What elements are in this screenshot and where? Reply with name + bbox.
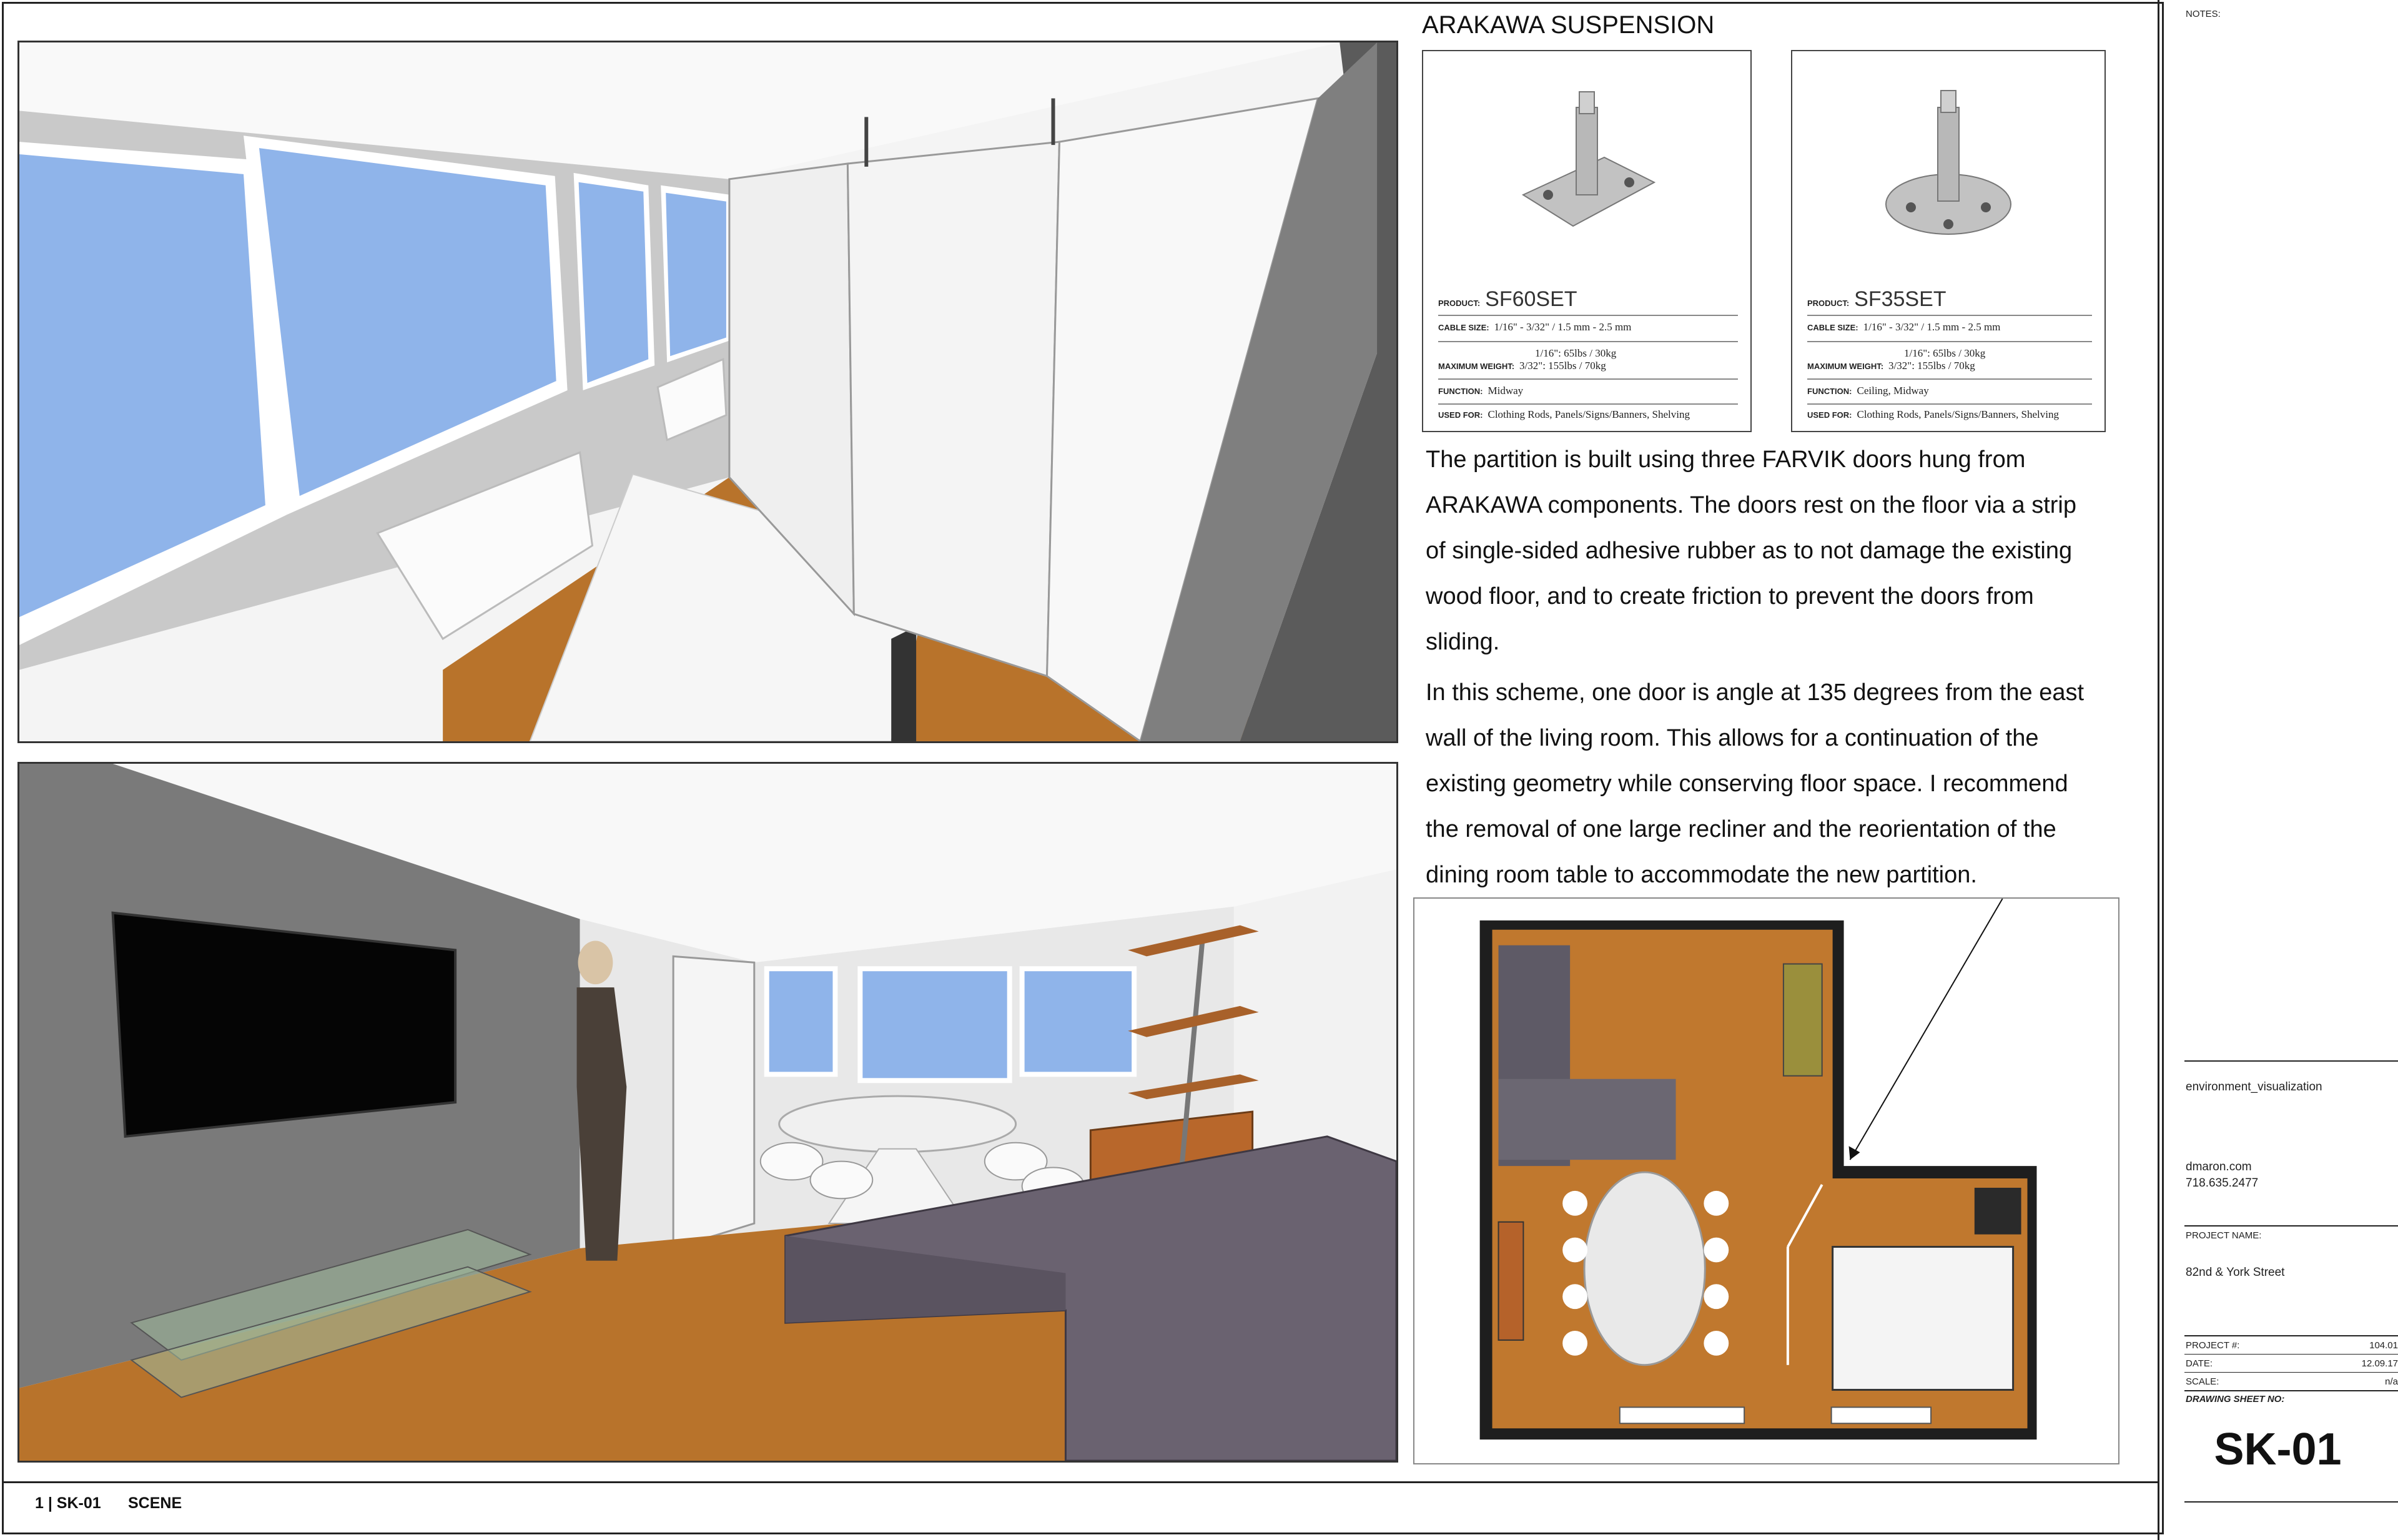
text-line: wood floor, and to create friction to prevent the doors from (1426, 583, 2034, 610)
product-card-sf60set (1422, 50, 1752, 432)
product-section-title: ARAKAWA SUSPENSION (1422, 11, 1715, 39)
footer-drawing-ref: 1 | SK-01 (35, 1494, 101, 1512)
function-value: Ceiling, Midway (1857, 385, 1929, 397)
render-partition-view (17, 41, 1398, 743)
title-block (2158, 0, 2398, 1540)
weight-value-1: 1/16": 65lbs / 30kg (1904, 347, 1986, 359)
firm-phone: 718.635.2477 (2186, 1177, 2259, 1190)
firm-name: environment_visualization (2186, 1080, 2322, 1093)
weight-value-1: 1/16": 65lbs / 30kg (1535, 347, 1617, 359)
cable-size-row (1438, 321, 1738, 342)
cable-size-value: 1/16" - 3/32" / 1.5 mm - 2.5 mm (1863, 321, 2001, 333)
product-card-sf35set (1791, 50, 2106, 432)
sf60set-fitting-image (1511, 82, 1660, 245)
max-weight-label: MAXIMUM WEIGHT: (1807, 362, 1884, 371)
scale-label: SCALE: (2186, 1376, 2219, 1387)
function-row (1807, 385, 2092, 405)
footer-bar (2, 1481, 2159, 1538)
text-line: In this scheme, one door is angle at 135 degrees from the east (1426, 679, 2085, 706)
max-weight-label: MAXIMUM WEIGHT: (1438, 362, 1515, 371)
project-no-label: PROJECT #: (2186, 1340, 2240, 1351)
used-for-row (1807, 408, 2092, 427)
product-name: SF35SET (1854, 287, 1947, 311)
product-label: PRODUCT: (1438, 299, 1481, 308)
text-line: wall of the living room. This allows for a continuation of the (1426, 725, 2039, 751)
firm-website: dmaron.com (2186, 1160, 2252, 1173)
used-for-label: USED FOR: (1807, 410, 1852, 420)
tb-divider (2184, 1060, 2398, 1062)
partition-description-paragraph-1 (1426, 437, 2144, 665)
tb-divider (2184, 1354, 2398, 1355)
cable-size-row (1807, 321, 2092, 342)
project-name: 82nd & York Street (2186, 1266, 2285, 1279)
function-value: Midway (1488, 385, 1524, 397)
function-label: FUNCTION: (1438, 387, 1483, 396)
function-row (1438, 385, 1738, 405)
floor-plan (1413, 897, 2119, 1464)
text-line: dining room table to accommodate the new partition. (1426, 862, 1977, 888)
text-line: existing geometry while conserving floor space. I recommend (1426, 771, 2068, 797)
text-line: sliding. (1426, 629, 1500, 655)
sf35set-fitting-image (1873, 79, 2023, 248)
cable-size-label: CABLE SIZE: (1807, 323, 1858, 332)
cable-size-value: 1/16" - 3/32" / 1.5 mm - 2.5 mm (1494, 321, 1632, 333)
text-line: The partition is built using three FARVIK doors hung from (1426, 447, 2026, 473)
date-value: 12.09.17 (2361, 1358, 2398, 1369)
product-label: PRODUCT: (1807, 299, 1850, 308)
scale-value: n/a (2385, 1376, 2398, 1387)
tb-divider (2184, 1501, 2398, 1503)
floor-plan-image (1414, 899, 2118, 1463)
project-no: 104.01 (2369, 1340, 2398, 1351)
product-row (1438, 287, 1738, 316)
weight-value-2: 3/32": 155lbs / 70kg (1519, 360, 1606, 372)
tb-divider (2184, 1372, 2398, 1373)
footer-drawing-label: SCENE (128, 1494, 182, 1512)
used-for-value: Clothing Rods, Panels/Signs/Banners, Shelving (1857, 408, 2059, 420)
product-row (1807, 287, 2092, 316)
sheet-number: SK-01 (2214, 1424, 2342, 1474)
text-line: the removal of one large recliner and the reorientation of the (1426, 816, 2056, 842)
tb-divider (2184, 1335, 2398, 1336)
text-line: ARAKAWA components. The doors rest on the floor via a strip (1426, 492, 2076, 518)
product-name: SF60SET (1485, 287, 1577, 311)
tb-divider (2184, 1225, 2398, 1227)
project-name-label: PROJECT NAME: (2186, 1230, 2262, 1241)
sheet-no-label: DRAWING SHEET NO: (2186, 1394, 2285, 1404)
tb-divider (2184, 1390, 2398, 1391)
partition-render-image (19, 42, 1396, 741)
render-living-room (17, 762, 1398, 1463)
used-for-row (1438, 408, 1738, 427)
function-label: FUNCTION: (1807, 387, 1852, 396)
text-line: of single-sided adhesive rubber as to not damage the existing (1426, 538, 2073, 564)
notes-label: NOTES: (2186, 9, 2221, 19)
used-for-value: Clothing Rods, Panels/Signs/Banners, Shelving (1488, 408, 1690, 420)
cable-size-label: CABLE SIZE: (1438, 323, 1489, 332)
max-weight-row (1438, 347, 1738, 380)
used-for-label: USED FOR: (1438, 410, 1483, 420)
date-label: DATE: (2186, 1358, 2213, 1369)
max-weight-row (1807, 347, 2092, 380)
weight-value-2: 3/32": 155lbs / 70kg (1888, 360, 1975, 372)
living-room-render-image (19, 764, 1396, 1461)
partition-description-paragraph-2 (1426, 670, 2144, 898)
